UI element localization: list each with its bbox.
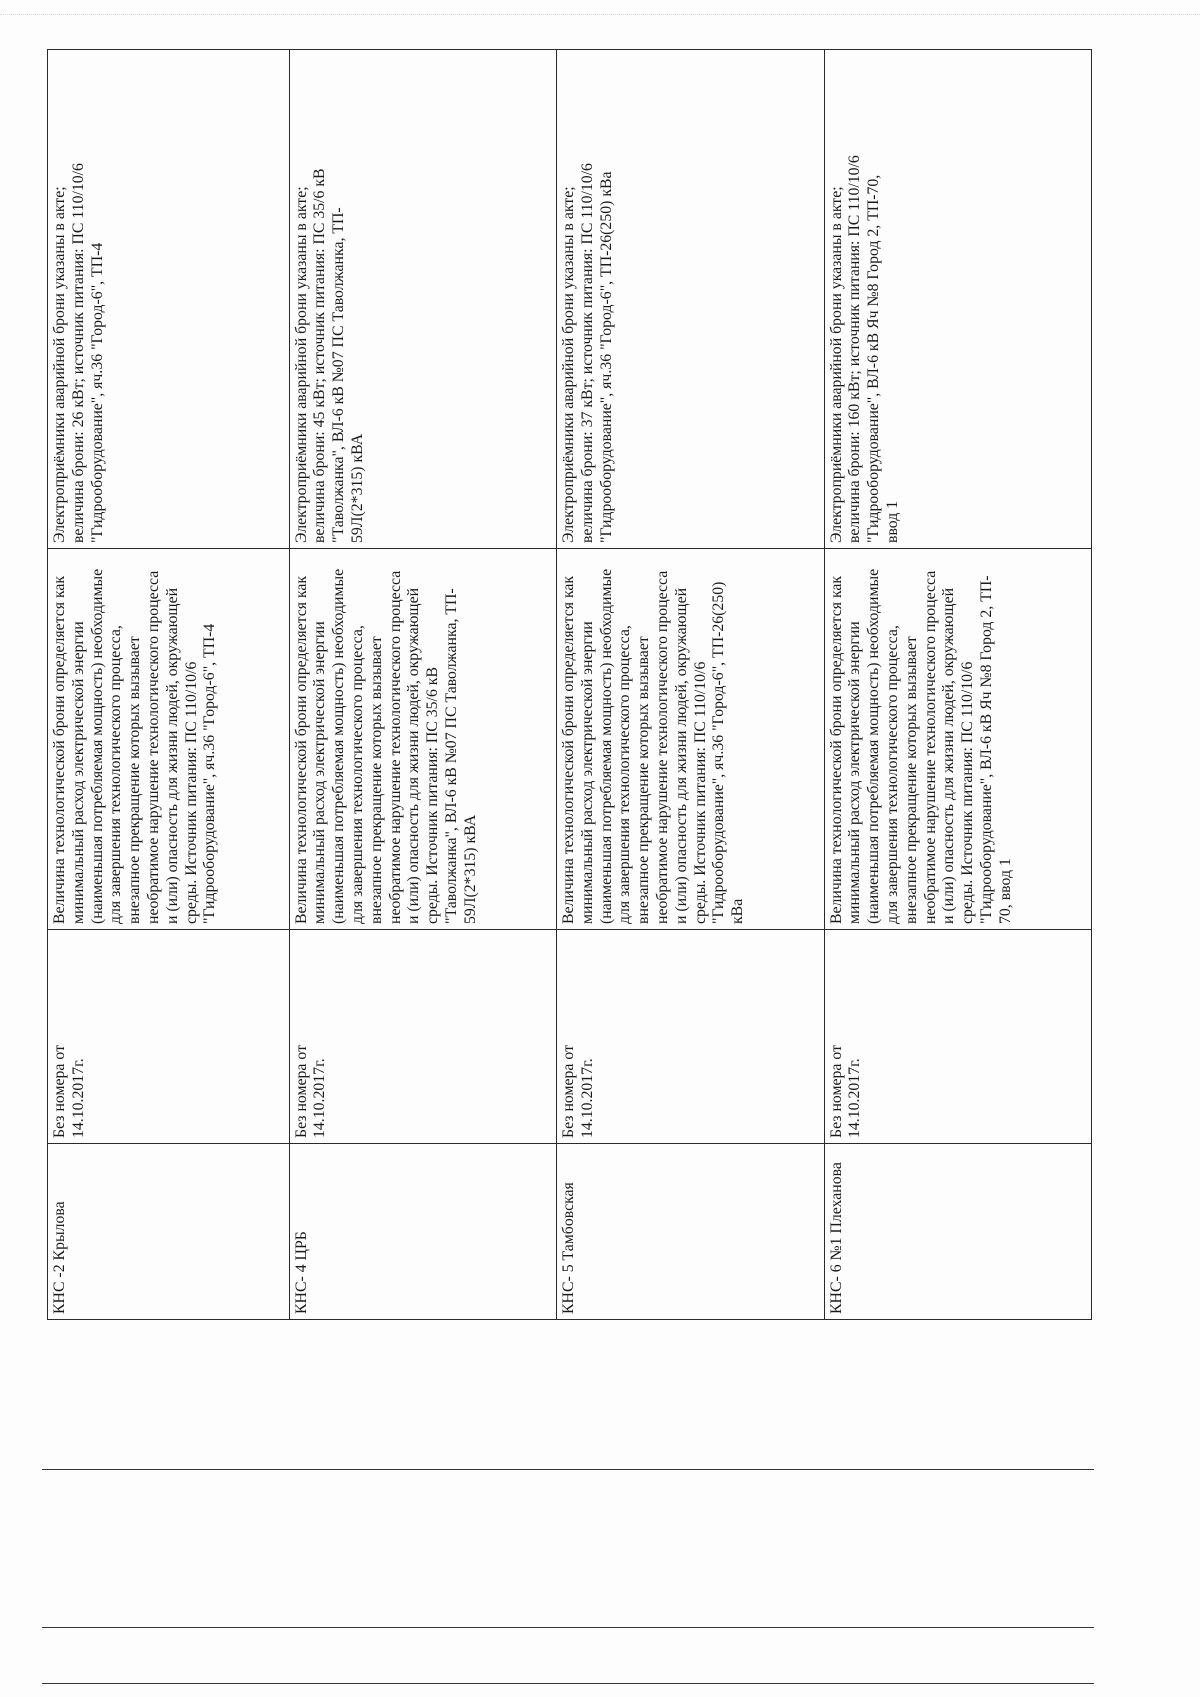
technological-reserve-cell (48, 549, 290, 930)
object-name: КНС- 4 ЦРБ (292, 1231, 310, 1314)
emergency-reserve-cell (557, 50, 824, 549)
technological-reserve-text: Величина технологической брони определяется как минимальный расход электрической энергии (наименьшая потребляемая мощность) необходимые для завершения технологического процесса, внезапное прекращение которых вызывает необратимое нарушение технологического процесса и (или) опасность для жизни людей, окружающей среды. Источник питания: ПС 35/6 кВ "Таволжанка", ВЛ-6 кВ №07 ПС Таволжанка, ТП- 59Л(2*315) кВА (292, 568, 479, 924)
table-row (824, 50, 1091, 1320)
emergency-reserve-text: Электроприёмники аварийной брони указаны в акте; величина брони: 160 кВт; источник питания: ПС 110/10/6 "Гидрооборудование", ВЛ-6 кВ Яч №8 Город 2, ТП-70, ввод 1 (827, 155, 901, 543)
act-cell (557, 930, 824, 1144)
emergency-reserve-cell (48, 50, 290, 549)
table-row (48, 50, 290, 1320)
act-reference: Без номера от 14.10.2017г. (827, 1045, 864, 1138)
act-cell (48, 930, 290, 1144)
technological-reserve-text: Величина технологической брони определяется как минимальный расход электрической энергии (наименьшая потребляемая мощность) необходимые для завершения технологического процесса, внезапное прекращение которых вызывает необратимое нарушение технологического процесса и (или) опасность для жизни людей, окружающей среды. Источник питания: ПС 110/10/6 "Гидрооборудование", яч.36 "Город-6", ТП-26(250) кВа (560, 568, 747, 924)
divider-line (42, 1683, 1094, 1684)
technological-reserve-cell (824, 549, 1091, 930)
emergency-reserve-text: Электроприёмники аварийной брони указаны в акте; величина брони: 37 кВт; источник питания: ПС 110/10/6 "Гидрооборудование", яч.36 "Город-6", ТП-26(250) кВа (560, 163, 615, 543)
energy-reserve-table (47, 49, 1092, 1320)
object-name-cell (824, 1144, 1091, 1320)
act-reference: Без номера от 14.10.2017г. (292, 1045, 329, 1138)
technological-reserve-text: Величина технологической брони определяется как минимальный расход электрической энергии (наименьшая потребляемая мощность) необходимые для завершения технологического процесса, внезапное прекращение которых вызывает необратимое нарушение технологического процесса и (или) опасность для жизни людей, окружающей среды. Источник питания: ПС 110/10/6 "Гидрооборудование", ВЛ-6 кВ Яч №8 Город 2, ТП- 70, ввод 1 (827, 568, 1014, 924)
object-name-cell (48, 1144, 290, 1320)
emergency-reserve-text: Электроприёмники аварийной брони указаны в акте; величина брони: 26 кВт; источник питания: ПС 110/10/6 "Гидрооборудование", яч.36 "Город-6", ТП-4 (51, 163, 106, 543)
emergency-reserve-cell (824, 50, 1091, 549)
act-reference: Без номера от 14.10.2017г. (560, 1045, 596, 1138)
emergency-reserve-text: Электроприёмники аварийной брони указаны в акте; величина брони: 45 кВт; источник питания: ПС 35/6 кВ "Таволжанка", ВЛ-6 кВ №07 ПС Таволжанка, ТП- 59Л(2*315) кВА (292, 168, 367, 543)
technological-reserve-text: Величина технологической брони определяется как минимальный расход электрической энергии (наименьшая потребляемая мощность) необходимые для завершения технологического процесса, внезапное прекращение которых вызывает необратимое нарушение технологического процесса и (или) опасность для жизни людей, окружающей среды. Источник питания: ПС 110/10/6 "Гидрооборудование", яч.36 "Город-6", ТП-4 (51, 568, 219, 924)
technological-reserve-cell (557, 549, 824, 930)
rotated-table-wrapper (47, 50, 1092, 1320)
object-name: КНС -2 Крылова (51, 1201, 68, 1314)
object-name: КНС- 5 Тамбовская (560, 1182, 578, 1314)
act-cell (824, 930, 1091, 1144)
technological-reserve-cell (289, 549, 556, 930)
object-name-cell (557, 1144, 824, 1320)
emergency-reserve-cell (289, 50, 556, 549)
object-name: КНС- 6 №1 Плеханова (827, 1162, 845, 1314)
table-row (289, 50, 556, 1320)
act-cell (289, 930, 556, 1144)
object-name-cell (289, 1144, 556, 1320)
divider-line (42, 1469, 1094, 1470)
act-reference: Без номера от 14.10.2017г. (51, 1045, 87, 1138)
table-row (557, 50, 824, 1320)
page-top-edge (0, 14, 1200, 15)
divider-line (42, 1627, 1094, 1628)
